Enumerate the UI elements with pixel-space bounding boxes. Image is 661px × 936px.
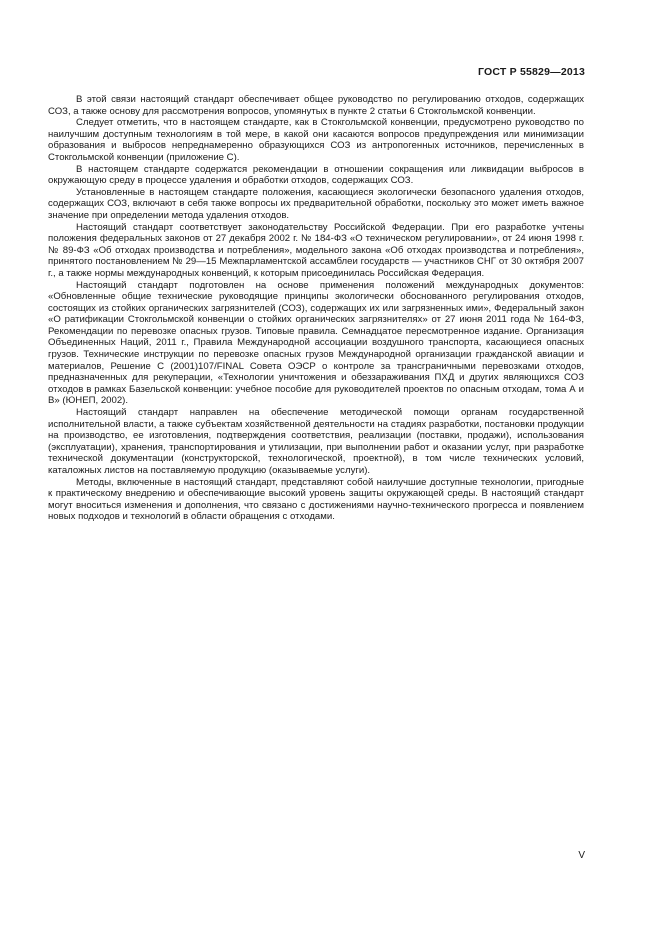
paragraph: В этой связи настоящий стандарт обеспечивает общее руководство по регулированию отходов, содержащих СОЗ, а также основу для рассмотрения вопросов, упомянутых в пункте 2 статьи 6 Стокгольмской конвенции. bbox=[48, 94, 584, 117]
paragraph: Установленные в настоящем стандарте положения, касающиеся экологически безопасного удаления отходов, содержащих СОЗ, включают в себя также вопросы их предварительной обработки, поскольку это может иметь важное значение при определении метода удаления отходов. bbox=[48, 186, 584, 221]
page-number: V bbox=[578, 850, 585, 861]
document-body bbox=[48, 94, 584, 523]
paragraph: Методы, включенные в настоящий стандарт, представляют собой наилучшие доступные технологии, пригодные к практическому внедрению и обеспечивающие высокий уровень защиты окружающей среды. В настоящий стандарт могут вноситься изменения и дополнения, что связано с достижениями научно-технического прогресса и появлением новых подходов и технологий в области обращения с отходами. bbox=[48, 476, 584, 523]
paragraph: Настоящий стандарт направлен на обеспечение методической помощи органам государственной исполнительной власти, а также субъектам хозяйственной деятельности на стадиях разработки, постановки продукции на производство, ее изготовления, подтверждения соответствия, реализации (поставки, продажи), использования (эксплуатации), хранения, транспортирования и утилизации, при выполнении работ и оказании услуг, при разработке технической документации (конструкторской, технологической, проектной), в том числе технических условий, каталожных листов на поставляемую продукцию (оказываемые услуги). bbox=[48, 407, 584, 476]
paragraph: Настоящий стандарт подготовлен на основе применения положений международных документов: «Обновленные общие технические руководящие принципы экологически обоснованного регулирования отходов, состоящих из стойких органических загрязнителей (СОЗ), содержащих их или загрязненных ими», Федеральный закон «О ратификации Стокгольмской конвенции о стойких органических загрязнителях» от 27 июня 2011 года № 164-ФЗ, Рекомендации по перевозке опасных грузов. Типовые правила. Семнадцатое пересмотренное издание. Организация Объединенных Наций, 2011 г., Правила Международной ассоциации воздушного транспорта, касающиеся опасных грузов. Технические инструкции по перевозке опасных грузов Международной организации гражданской авиации и материалов, Решение С (2001)107/FINAL Совета ОЭСР о контроле за трансграничными перевозками отходов, предназначенных для рекуперации, «Технологии уничтожения и обеззараживания ПХД и других являющихся СОЗ отходов в рамках Базельской конвенции: учебное пособие для руководителей проектов по опасным отходам, тома А и В» (ЮНЕП, 2002). bbox=[48, 279, 584, 407]
paragraph: В настоящем стандарте содержатся рекомендации в отношении сокращения или ликвидации выбросов в окружающую среду в процессе удаления и обработки отходов, содержащих СОЗ. bbox=[48, 163, 584, 187]
paragraph: Следует отметить, что в настоящем стандарте, как в Стокгольмской конвенции, предусмотрено руководство по наилучшим доступным технологиям в той мере, в какой они касаются вопросов предупреждения или минимизации образования и выбросов непреднамеренно образующихся СОЗ из антропогенных источников, перечисленных в Стокгольмской конвенции (приложение С). bbox=[48, 117, 584, 163]
paragraph: Настоящий стандарт соответствует законодательству Российской Федерации. При его разработке учтены положения федеральных законов от 27 декабря 2002 г. № 184-ФЗ «О техническом регулировании», от 24 июня 1998 г. № 89-ФЗ «Об отходах производства и потребления», модельного закона «Об отходах производства и потребления», принятого постановлением № 29—15 Межпарламентской ассамблеи государств — участников СНГ от 30 октября 2007 г., а также нормы международных конвенций, к которым присоединилась Российская Федерация. bbox=[48, 221, 584, 279]
document-header: ГОСТ Р 55829—2013 bbox=[477, 66, 585, 78]
